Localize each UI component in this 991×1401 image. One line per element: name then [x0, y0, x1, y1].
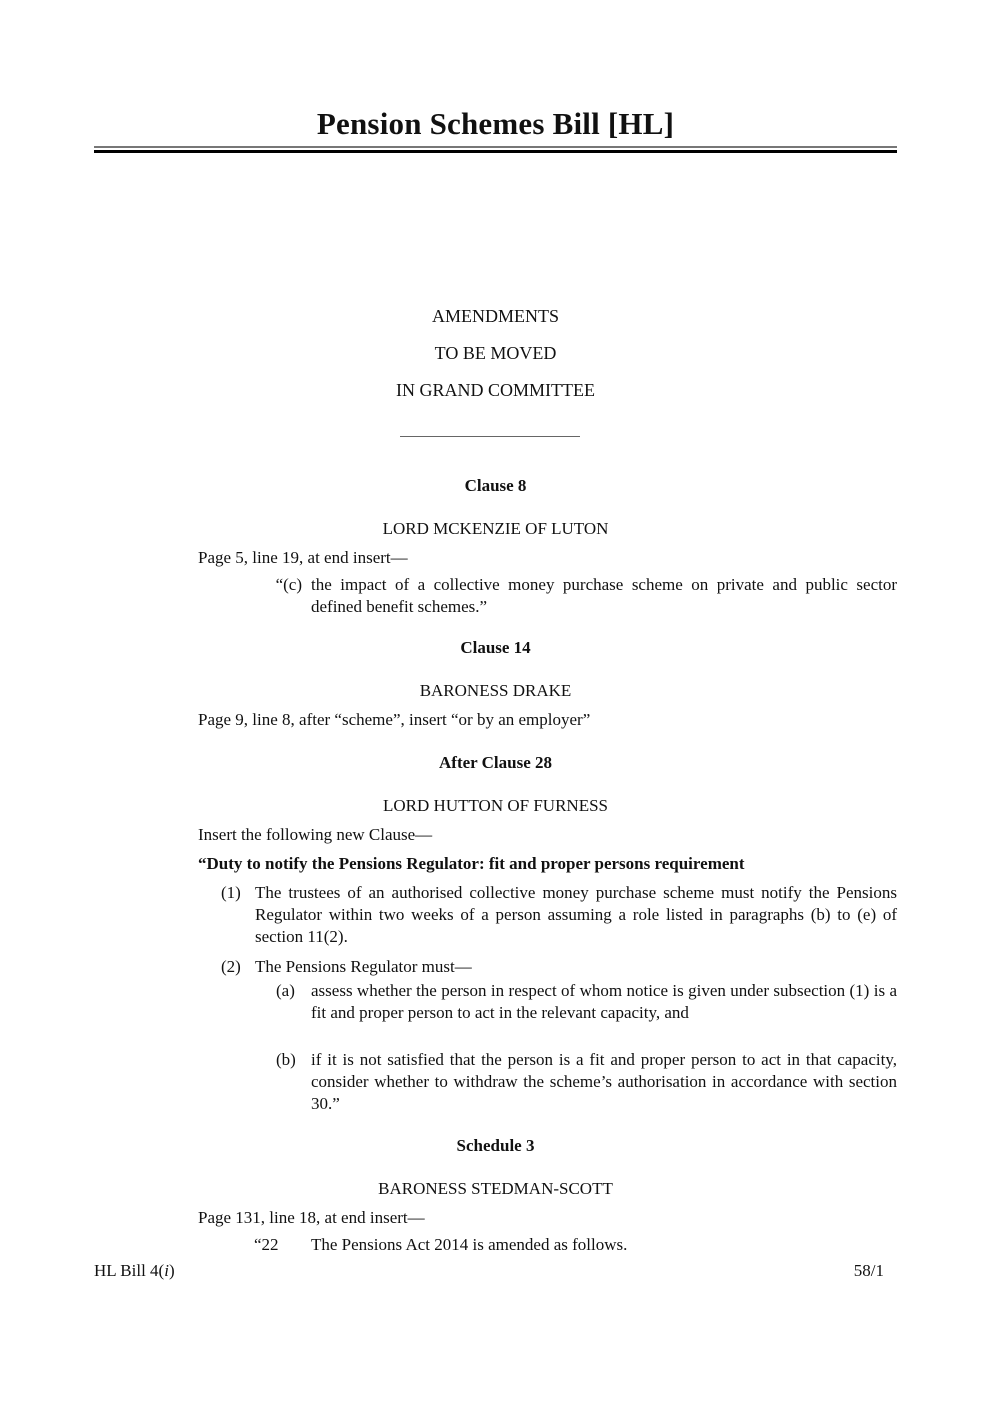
amendment-instruction: Page 9, line 8, after “scheme”, insert “or by an employer” [198, 710, 591, 729]
paragraph-label: (a) [276, 981, 295, 1000]
new-clause-title: “Duty to notify the Pensions Regulator: fit and proper persons requirement [198, 854, 745, 873]
section-heading: After Clause 28 [439, 753, 552, 772]
item-text: The Pensions Act 2014 is amended as follows. [311, 1235, 628, 1254]
subsection-text: The Pensions Regulator must— [255, 957, 472, 976]
mover-name: LORD HUTTON OF FURNESS [383, 796, 608, 815]
item-label: “22 [254, 1235, 279, 1254]
paragraph-label: (b) [276, 1050, 296, 1069]
separator-rule [400, 436, 580, 437]
item-text: the impact of a collective money purchase scheme on private and public sector defined benefit schemes.” [311, 575, 897, 616]
bill-reference-prefix: HL Bill 4( [94, 1261, 165, 1280]
title-rule-thick [94, 150, 897, 153]
bill-reference-suffix: ) [168, 1261, 175, 1280]
document-title: Pension Schemes Bill [HL] [316, 106, 675, 141]
amendment-instruction: Page 131, line 18, at end insert— [198, 1208, 425, 1227]
subsection-label: (1) [221, 883, 241, 902]
subtitle-line-1: AMENDMENTS [431, 306, 559, 326]
title-rule-thin [94, 146, 897, 148]
bill-reference [94, 1260, 175, 1282]
section-heading: Schedule 3 [456, 1136, 535, 1155]
item-label: “(c) [275, 575, 302, 594]
bill-reference-italic: i [164, 1261, 169, 1280]
amendment-instruction: Page 5, line 19, at end insert— [198, 548, 408, 567]
paragraph-text: if it is not satisfied that the person is a fit and proper person to act in that capacity, consider whether to withdraw the scheme’s authorisation in accordance with section 30.” [311, 1050, 897, 1113]
paragraph-text: assess whether the person in respect of whom notice is given under subsection (1) is a fit and proper person to act in the relevant capacity, and [311, 981, 897, 1022]
section-heading: Clause 14 [460, 638, 531, 657]
mover-name: LORD MCKENZIE OF LUTON [382, 519, 609, 538]
subtitle-line-2: TO BE MOVED [434, 343, 557, 363]
amendment-instruction: Insert the following new Clause— [198, 825, 433, 844]
subsection-text: The trustees of an authorised collective money purchase scheme must notify the Pensions Regulator within two weeks of a person assuming a role listed in paragraphs (b) to (e) of section 11(2). [255, 883, 897, 946]
section-heading: Clause 8 [464, 476, 527, 495]
page-reference: 58/1 [853, 1261, 884, 1280]
subsection-label: (2) [221, 957, 241, 976]
mover-name: BARONESS DRAKE [419, 681, 572, 700]
subtitle-line-3: IN GRAND COMMITTEE [396, 380, 595, 400]
mover-name: BARONESS STEDMAN-SCOTT [378, 1179, 613, 1198]
